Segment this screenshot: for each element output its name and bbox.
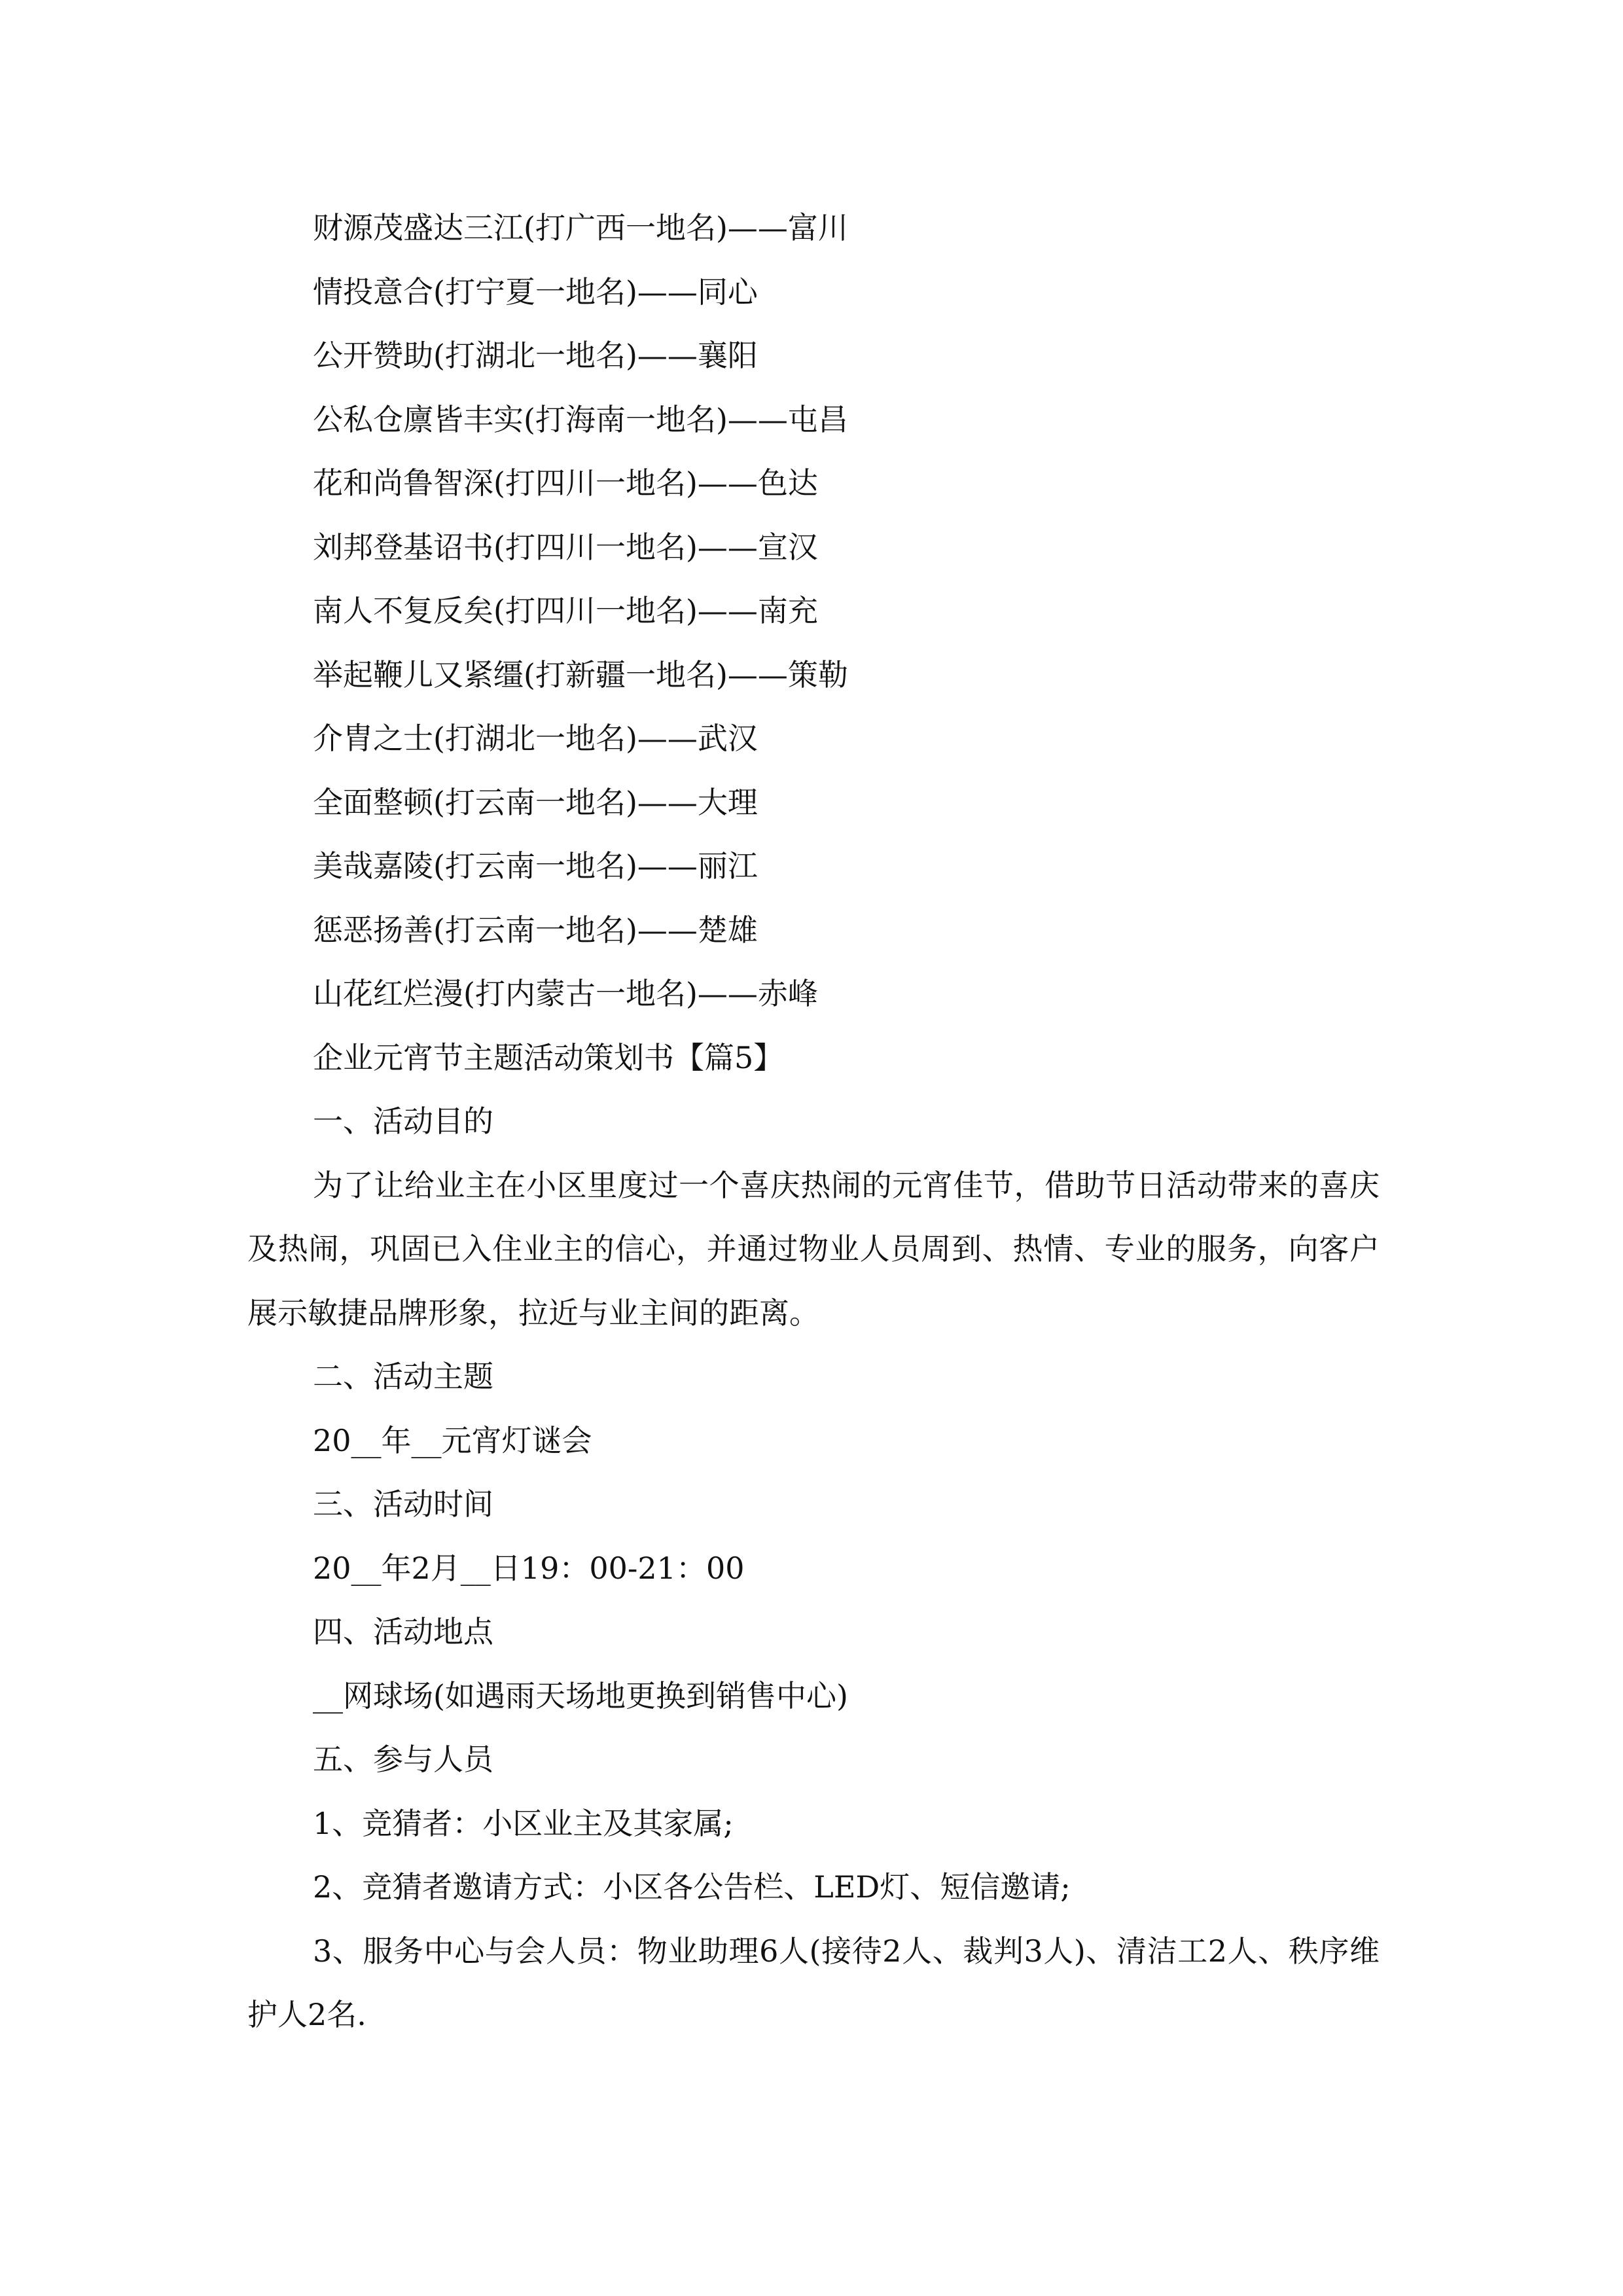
heading-theme: 二、活动主题 (313, 1359, 493, 1394)
document-body (247, 196, 1380, 2047)
heading-purpose: 一、活动目的 (313, 1103, 493, 1139)
paragraph-purpose: 为了让给业主在小区里度过一个喜庆热闹的元宵佳节，借助节日活动带来的喜庆及热闹，巩固已入住业主的信心，并通过物业人员周到、热情、专业的服务，向客户展示敏捷品牌形象，拉近与业主间的距离。 (247, 1167, 1380, 1331)
riddle-line: 刘邦登基诏书(打四川一地名)——宣汉 (313, 529, 818, 565)
participants-item: 1、竞猜者：小区业主及其家属; (313, 1805, 734, 1841)
riddle-line: 介胄之士(打湖北一地名)——武汉 (313, 721, 758, 756)
location-text: __网球场(如遇雨天场地更换到销售中心) (313, 1677, 848, 1713)
participants-item: 3、服务中心与会人员：物业助理6人(接待2人、裁判3人)、清洁工2人、秩序维护人2名. (247, 1933, 1380, 2032)
riddle-line: 情投意合(打宁夏一地名)——同心 (313, 274, 758, 310)
section-title: 企业元宵节主题活动策划书【篇5】 (313, 1039, 784, 1075)
heading-location: 四、活动地点 (313, 1614, 493, 1649)
riddle-line: 举起鞭儿又紧缰(打新疆一地名)——策勒 (313, 656, 848, 692)
riddle-line: 南人不复反矣(打四川一地名)——南充 (313, 593, 818, 628)
participants-item: 2、竞猜者邀请方式：小区各公告栏、LED灯、短信邀请; (313, 1869, 1071, 1905)
time-text: 20__年2月__日19：00-21：00 (313, 1550, 745, 1586)
riddle-line: 美哉嘉陵(打云南一地名)——丽江 (313, 848, 758, 884)
riddle-line: 全面整顿(打云南一地名)——大理 (313, 784, 758, 820)
riddle-line: 花和尚鲁智深(打四川一地名)——色达 (313, 465, 818, 501)
riddle-line: 财源茂盛达三江(打广西一地名)——富川 (313, 210, 848, 245)
riddle-line: 公开赞助(打湖北一地名)——襄阳 (313, 338, 758, 373)
heading-time: 三、活动时间 (313, 1486, 493, 1522)
riddle-line: 公私仓廪皆丰实(打海南一地名)——屯昌 (313, 401, 848, 437)
riddle-line: 山花红烂漫(打内蒙古一地名)——赤峰 (313, 976, 818, 1011)
riddle-line: 惩恶扬善(打云南一地名)——楚雄 (313, 912, 758, 948)
theme-text: 20__年__元宵灯谜会 (313, 1422, 592, 1458)
heading-participants: 五、参与人员 (313, 1742, 493, 1777)
